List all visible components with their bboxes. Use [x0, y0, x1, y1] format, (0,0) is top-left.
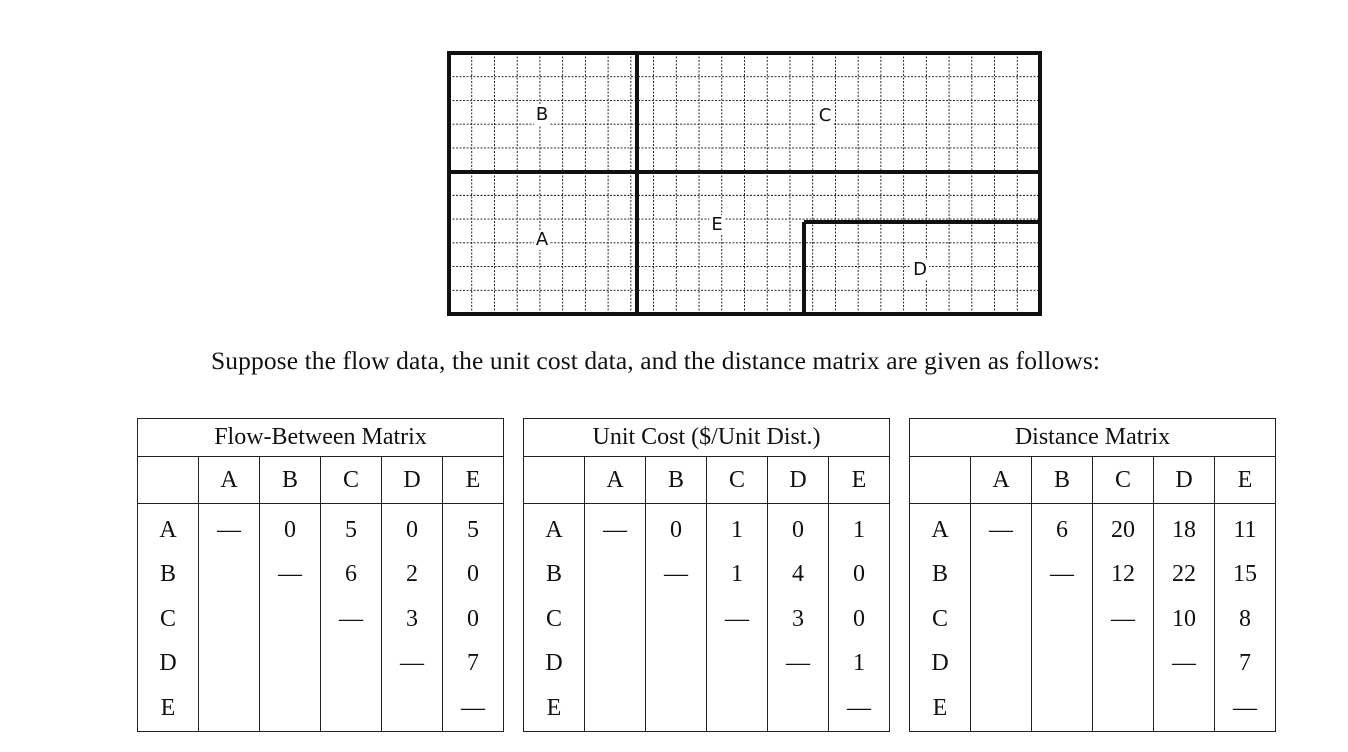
- matrix-cell: [971, 686, 1032, 731]
- column-header: D: [1154, 457, 1215, 504]
- matrix-cell: 7: [443, 642, 504, 687]
- matrix-cell: 5: [443, 504, 504, 553]
- matrix-cell: 20: [1093, 504, 1154, 553]
- matrix-cell: [260, 597, 321, 642]
- zone-label-c: C: [818, 105, 832, 126]
- floor-plan-grid: [447, 51, 1042, 316]
- matrix-cell: [585, 553, 646, 598]
- distance-matrix: [909, 418, 1276, 732]
- table-row: [524, 504, 890, 553]
- table-row: [524, 686, 890, 731]
- matrix-cell: 4: [768, 553, 829, 598]
- column-header: A: [585, 457, 646, 504]
- matrix-cell: [1093, 642, 1154, 687]
- matrix-cell: —: [382, 642, 443, 687]
- table-title: Distance Matrix: [909, 418, 1276, 456]
- matrix-cell: [382, 686, 443, 731]
- column-header: B: [260, 457, 321, 504]
- zone-label-e: E: [711, 214, 723, 235]
- matrix-cell: 22: [1154, 553, 1215, 598]
- matrix-cell: [321, 642, 382, 687]
- matrix-cell: 0: [768, 504, 829, 553]
- column-header: E: [443, 457, 504, 504]
- matrix-cell: [1093, 686, 1154, 731]
- row-header: A: [524, 504, 585, 553]
- row-header: D: [910, 642, 971, 687]
- table-row: [524, 597, 890, 642]
- matrix-cell: —: [829, 686, 890, 731]
- row-header: B: [524, 553, 585, 598]
- matrix-cell: —: [768, 642, 829, 687]
- matrix-cell: 3: [382, 597, 443, 642]
- matrix-cell: [199, 553, 260, 598]
- matrix-cell: —: [1154, 642, 1215, 687]
- matrix-cell: [971, 553, 1032, 598]
- matrix-cell: —: [1215, 686, 1276, 731]
- table-row: [524, 642, 890, 687]
- row-header: E: [138, 686, 199, 731]
- column-header: C: [707, 457, 768, 504]
- table-row: [910, 553, 1276, 598]
- column-header: E: [1215, 457, 1276, 504]
- table-row: [138, 553, 504, 598]
- table-row: [910, 597, 1276, 642]
- table-row: [138, 642, 504, 687]
- matrix-cell: 1: [707, 553, 768, 598]
- matrix-cell: [768, 686, 829, 731]
- matrix-cell: 10: [1154, 597, 1215, 642]
- matrix-cell: 7: [1215, 642, 1276, 687]
- flow-between-matrix: [137, 418, 504, 732]
- row-header: C: [910, 597, 971, 642]
- matrix-cell: 3: [768, 597, 829, 642]
- zone-label-a: A: [535, 229, 549, 250]
- header-row: [138, 457, 504, 504]
- matrix-cell: 6: [321, 553, 382, 598]
- table-row: [524, 553, 890, 598]
- matrix-cell: [1032, 642, 1093, 687]
- corner-cell: [910, 457, 971, 504]
- table-title: Unit Cost ($/Unit Dist.): [523, 418, 890, 456]
- matrix-cell: 18: [1154, 504, 1215, 553]
- column-header: A: [199, 457, 260, 504]
- matrix-cell: [585, 597, 646, 642]
- matrix-cell: 0: [382, 504, 443, 553]
- matrix-cell: 1: [829, 642, 890, 687]
- row-header: E: [910, 686, 971, 731]
- matrix-cell: [1032, 597, 1093, 642]
- row-header: A: [910, 504, 971, 553]
- matrix-cell: 12: [1093, 553, 1154, 598]
- zone-label-b: B: [535, 104, 549, 125]
- unit-cost-matrix: [523, 418, 890, 732]
- matrix-cell: —: [321, 597, 382, 642]
- matrix-cell: [585, 686, 646, 731]
- matrix-cell: 0: [443, 597, 504, 642]
- matrix-cell: [646, 642, 707, 687]
- matrix-cell: 2: [382, 553, 443, 598]
- header-row: [910, 457, 1276, 504]
- matrix-cell: [1154, 686, 1215, 731]
- matrix-cell: —: [443, 686, 504, 731]
- row-header: D: [138, 642, 199, 687]
- column-header: C: [1093, 457, 1154, 504]
- matrix-cell: [971, 597, 1032, 642]
- matrix-cell: 11: [1215, 504, 1276, 553]
- matrix-cell: —: [1032, 553, 1093, 598]
- matrix-cell: —: [707, 597, 768, 642]
- zone-label-d: D: [913, 259, 927, 280]
- column-header: B: [646, 457, 707, 504]
- table-title: Flow-Between Matrix: [137, 418, 504, 456]
- corner-cell: [524, 457, 585, 504]
- corner-cell: [138, 457, 199, 504]
- matrix-cell: 8: [1215, 597, 1276, 642]
- matrix-cell: [260, 686, 321, 731]
- matrix-cell: [646, 597, 707, 642]
- column-header: D: [382, 457, 443, 504]
- intro-caption: Suppose the flow data, the unit cost data, and the distance matrix are given as follows:: [211, 346, 1101, 375]
- column-header: A: [971, 457, 1032, 504]
- matrix-cell: —: [585, 504, 646, 553]
- matrix-cell: [971, 642, 1032, 687]
- row-header: D: [524, 642, 585, 687]
- matrix-cell: —: [971, 504, 1032, 553]
- row-header: C: [524, 597, 585, 642]
- column-header: E: [829, 457, 890, 504]
- matrix-cell: 1: [829, 504, 890, 553]
- matrix-cell: [1032, 686, 1093, 731]
- matrix-cell: [199, 597, 260, 642]
- column-header: B: [1032, 457, 1093, 504]
- floor-plan-layout: [447, 51, 1042, 316]
- matrix-cell: 0: [646, 504, 707, 553]
- matrix-cell: 6: [1032, 504, 1093, 553]
- matrix-cell: [707, 686, 768, 731]
- table-row: [138, 686, 504, 731]
- matrix-cell: —: [1093, 597, 1154, 642]
- matrix-cell: —: [260, 553, 321, 598]
- header-row: [524, 457, 890, 504]
- row-header: A: [138, 504, 199, 553]
- matrix-cell: 0: [829, 597, 890, 642]
- matrix-cell: [321, 686, 382, 731]
- row-header: C: [138, 597, 199, 642]
- matrix-cell: 0: [443, 553, 504, 598]
- matrix-cell: [260, 642, 321, 687]
- matrix-cell: [199, 642, 260, 687]
- matrix-cell: [199, 686, 260, 731]
- row-header: E: [524, 686, 585, 731]
- table-row: [138, 597, 504, 642]
- column-header: D: [768, 457, 829, 504]
- matrix-cell: [585, 642, 646, 687]
- matrix-cell: —: [199, 504, 260, 553]
- matrix-cell: 5: [321, 504, 382, 553]
- matrix-cell: [646, 686, 707, 731]
- matrix-cell: 1: [707, 504, 768, 553]
- row-header: B: [910, 553, 971, 598]
- table-row: [138, 504, 504, 553]
- matrix-cell: 0: [260, 504, 321, 553]
- table-row: [910, 642, 1276, 687]
- matrix-cell: [707, 642, 768, 687]
- table-row: [910, 504, 1276, 553]
- matrix-cell: —: [646, 553, 707, 598]
- row-header: B: [138, 553, 199, 598]
- matrix-cell: 0: [829, 553, 890, 598]
- table-row: [910, 686, 1276, 731]
- matrix-cell: 15: [1215, 553, 1276, 598]
- column-header: C: [321, 457, 382, 504]
